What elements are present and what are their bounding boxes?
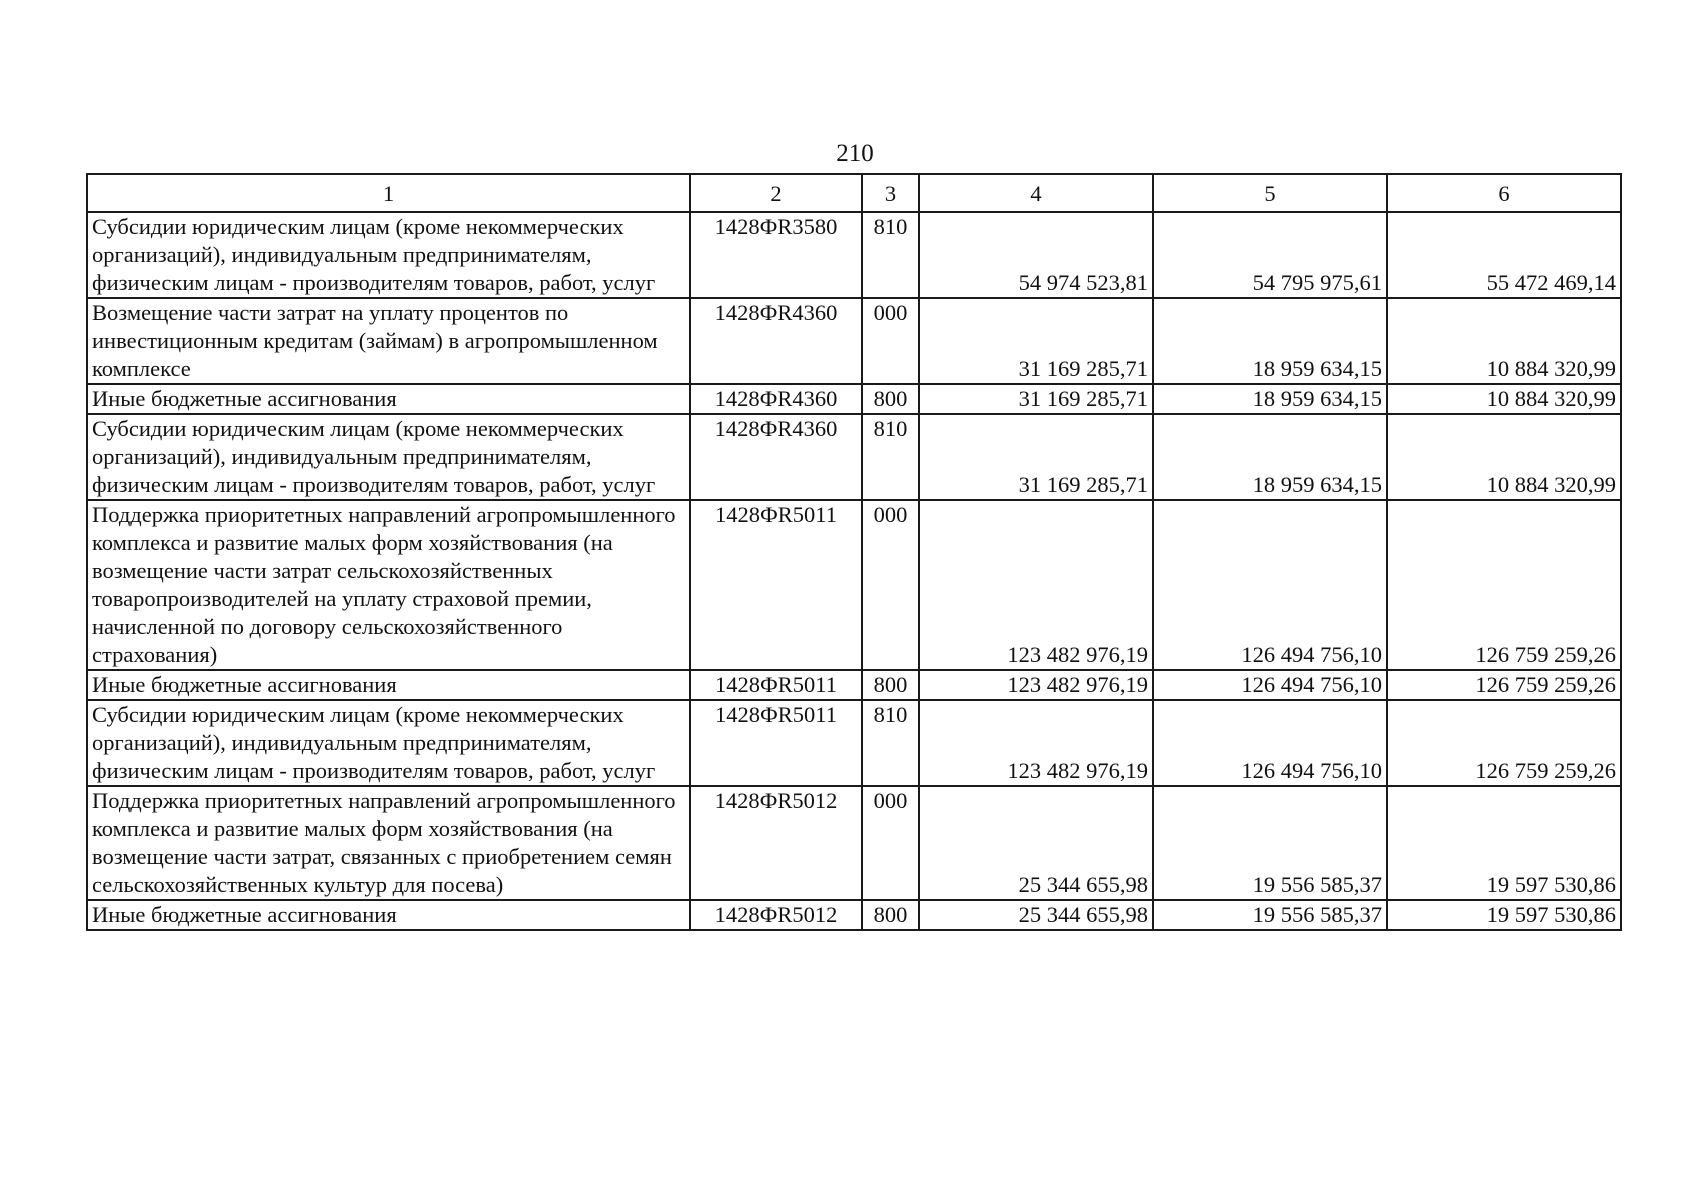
row-type: 810 <box>862 212 919 298</box>
row-value-col6: 10 884 320,99 <box>1387 384 1621 414</box>
table-row <box>87 700 1621 786</box>
row-value-col5: 19 556 585,37 <box>1153 900 1387 930</box>
row-code: 1428ФR5012 <box>690 786 862 900</box>
row-code: 1428ФR5012 <box>690 900 862 930</box>
page-number: 210 <box>836 140 874 167</box>
table-row <box>87 298 1621 384</box>
row-value-col4: 123 482 976,19 <box>919 670 1153 700</box>
row-code: 1428ФR3580 <box>690 212 862 298</box>
column-header: 2 <box>690 174 862 212</box>
row-code: 1428ФR5011 <box>690 670 862 700</box>
row-code: 1428ФR4360 <box>690 298 862 384</box>
row-value-col6: 19 597 530,86 <box>1387 900 1621 930</box>
table-row <box>87 212 1621 298</box>
table-row <box>87 900 1621 930</box>
row-type: 800 <box>862 670 919 700</box>
row-value-col4: 31 169 285,71 <box>919 384 1153 414</box>
row-value-col5: 19 556 585,37 <box>1153 786 1387 900</box>
row-value-col5: 54 795 975,61 <box>1153 212 1387 298</box>
table-row <box>87 786 1621 900</box>
row-code: 1428ФR5011 <box>690 700 862 786</box>
row-value-col6: 55 472 469,14 <box>1387 212 1621 298</box>
row-name: Иные бюджетные ассигнования <box>87 900 690 930</box>
row-value-col4: 25 344 655,98 <box>919 786 1153 900</box>
row-value-col4: 54 974 523,81 <box>919 212 1153 298</box>
table-row <box>87 500 1621 670</box>
row-name: Поддержка приоритетных направлений агропромышленного комплекса и развитие малых форм хозяйствования (на возмещение части затрат сельскохозяйственных товаропроизводителей на уплату страховой премии, начисленной по договору сельскохозяйственного страхования) <box>87 500 690 670</box>
row-name: Поддержка приоритетных направлений агропромышленного комплекса и развитие малых форм хозяйствования (на возмещение части затрат, связанных с приобретением семян сельскохозяйственных культур для посева) <box>87 786 690 900</box>
row-name: Возмещение части затрат на уплату процентов по инвестиционным кредитам (займам) в агропромышленном комплексе <box>87 298 690 384</box>
budget-table <box>86 173 1622 931</box>
row-value-col5: 18 959 634,15 <box>1153 414 1387 500</box>
column-header: 4 <box>919 174 1153 212</box>
row-name: Иные бюджетные ассигнования <box>87 670 690 700</box>
row-value-col5: 18 959 634,15 <box>1153 384 1387 414</box>
row-value-col4: 123 482 976,19 <box>919 500 1153 670</box>
row-type: 000 <box>862 500 919 670</box>
table-row <box>87 384 1621 414</box>
row-type: 810 <box>862 414 919 500</box>
column-header: 3 <box>862 174 919 212</box>
row-value-col6: 10 884 320,99 <box>1387 298 1621 384</box>
row-type: 800 <box>862 384 919 414</box>
row-value-col6: 126 759 259,26 <box>1387 700 1621 786</box>
row-name: Иные бюджетные ассигнования <box>87 384 690 414</box>
row-value-col4: 31 169 285,71 <box>919 414 1153 500</box>
table-row <box>87 414 1621 500</box>
row-type: 800 <box>862 900 919 930</box>
row-code: 1428ФR4360 <box>690 384 862 414</box>
row-type: 810 <box>862 700 919 786</box>
row-value-col5: 126 494 756,10 <box>1153 670 1387 700</box>
row-value-col5: 126 494 756,10 <box>1153 500 1387 670</box>
column-header: 6 <box>1387 174 1621 212</box>
row-code: 1428ФR4360 <box>690 414 862 500</box>
row-value-col4: 25 344 655,98 <box>919 900 1153 930</box>
row-name: Субсидии юридическим лицам (кроме некоммерческих организаций), индивидуальным предпринимателям, физическим лицам - производителям товаров, работ, услуг <box>87 212 690 298</box>
row-type: 000 <box>862 298 919 384</box>
row-value-col4: 123 482 976,19 <box>919 700 1153 786</box>
row-value-col4: 31 169 285,71 <box>919 298 1153 384</box>
column-header: 1 <box>87 174 690 212</box>
row-name: Субсидии юридическим лицам (кроме некоммерческих организаций), индивидуальным предпринимателям, физическим лицам - производителям товаров, работ, услуг <box>87 414 690 500</box>
table-header-row <box>87 174 1621 212</box>
column-header: 5 <box>1153 174 1387 212</box>
row-value-col6: 10 884 320,99 <box>1387 414 1621 500</box>
row-value-col6: 126 759 259,26 <box>1387 670 1621 700</box>
row-name: Субсидии юридическим лицам (кроме некоммерческих организаций), индивидуальным предпринимателям, физическим лицам - производителям товаров, работ, услуг <box>87 700 690 786</box>
table-row <box>87 670 1621 700</box>
row-value-col6: 19 597 530,86 <box>1387 786 1621 900</box>
row-value-col5: 18 959 634,15 <box>1153 298 1387 384</box>
row-code: 1428ФR5011 <box>690 500 862 670</box>
row-value-col6: 126 759 259,26 <box>1387 500 1621 670</box>
row-type: 000 <box>862 786 919 900</box>
row-value-col5: 126 494 756,10 <box>1153 700 1387 786</box>
